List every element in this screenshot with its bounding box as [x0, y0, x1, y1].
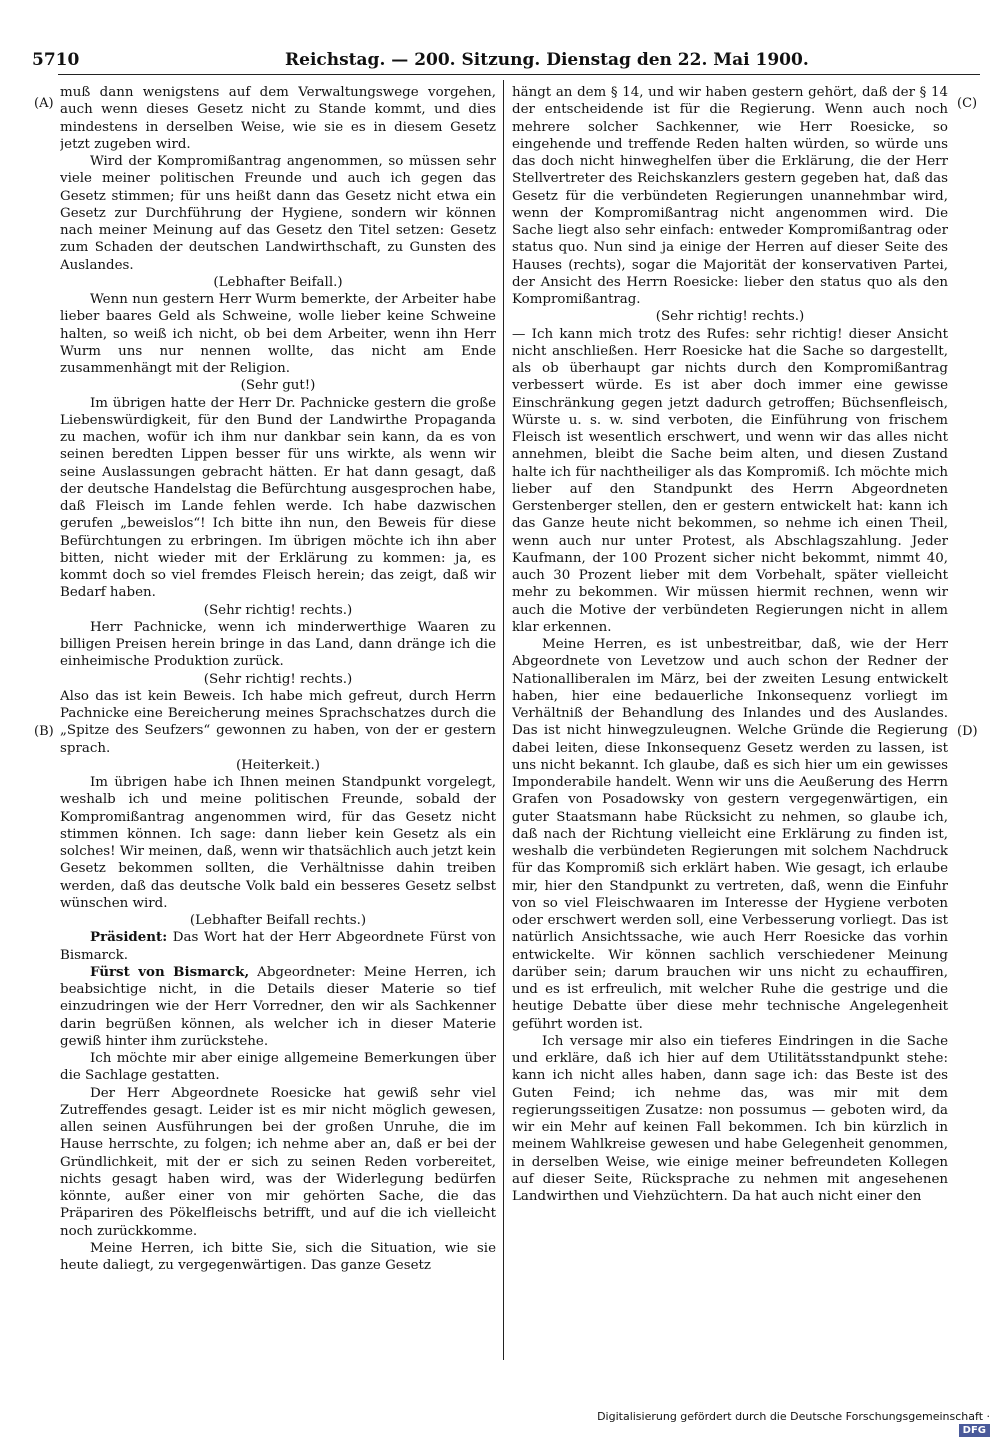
- reaction-note: (Sehr gut!): [240, 378, 316, 394]
- margin-marker-a: (A): [34, 96, 54, 111]
- margin-marker-d: (D): [957, 724, 978, 739]
- speaker-name: Präsident:: [90, 929, 168, 946]
- margin-marker-b: (B): [34, 724, 54, 739]
- body-paragraph: Wenn nun gestern Herr Wurm bemerkte, der Arbeiter habe lieber baares Geld als Schweine, wolle lieber keine Schweine halten, so weiß ich nicht, ob bei dem Arbeiter, wenn ihn Herr Wurm uns nur nennen wollte, das nicht am Ende zusammenhängt mit der Religion.: [60, 292, 496, 376]
- right-column: [512, 84, 948, 1374]
- left-column: [60, 84, 496, 1374]
- speech-text: Das Wort hat der Herr Abgeordnete Fürst von Bismarck.: [60, 930, 496, 963]
- body-paragraph: Wird der Kompromißantrag angenommen, so müssen sehr viele meiner politischen Freunde und auch ich gegen das Gesetz stimmen; für uns heißt dann das Gesetz nicht etwa ein Gesetz zur Durchführung der Hygiene, sondern wir können nach meiner Meinung auf das Gesetz den Titel setzen: Gesetz zum Schaden der deutschen Landwirthschaft, zu Gunsten des Auslandes.: [60, 154, 496, 273]
- dfg-logo: DFG: [959, 1424, 990, 1437]
- body-paragraph: Im übrigen hatte der Herr Dr. Pachnicke gestern die große Liebenswürdigkeit, für den Bund der Landwirthe Propaganda zu machen, wofür ich ihm nur dankbar sein kann, da es von seinen beredten Lippen besser für uns wirkte, als wenn wir seine Auslassungen gebracht hätten. Er hat dann gesagt, daß der deutsche Handelstag die Befürchtung ausgesprochen habe, daß Fleisch im Lande fehlen werde. Ich habe dazwischen gerufen „beweislos“! Ich bitte ihn nun, den Beweis für diese Befürchtungen zu erbringen. Im übrigen möchte ich ihn aber bitten, nicht wieder mit der Erklärung zu kommen: ja, es kommt doch so viel fremdes Fleisch herein; das zeigt, daß wir Bedarf haben.: [60, 395, 496, 601]
- page-header: [0, 0, 1000, 80]
- body-paragraph: Ich versage mir also ein tieferes Eindringen in die Sache und erkläre, daß ich hier auf dem Utilitätsstandpunkt stehe: kann ich nicht alles haben, dann sage ich: das Beste ist des Guten Feind; ich nehme das, was mir mit dem regierungsseitigen Zusatze: non possumus — geboten wird, da wir ein Mehr auf keinen Fall bekommen. Ich bin kürzlich in meinem Wahlkreise gewesen und habe Gelegenheit genommen, in derselben Weise, wie einige meiner befreundeten Kollegen auf dieser Seite, Rücksprache zu nehmen mit angesehenen Landwirthen und Viehzüchtern. Da hat auch nicht einer den: [512, 1033, 948, 1204]
- reaction-note: (Sehr richtig! rechts.): [203, 602, 353, 618]
- page-number: 5710: [32, 50, 80, 70]
- speech-text: Abgeordneter: Meine Herren, ich beabsichtige nicht, in die Details dieser Materie so tief einzudringen wie der Herr Vorredner, den wir als Sachkenner darin begrüßen können, als welcher ich in dieser Materie gewiß hinter ihm zurückstehe.: [60, 964, 496, 1049]
- reaction-note: (Sehr richtig! rechts.): [655, 309, 805, 325]
- body-paragraph: Also das ist kein Beweis. Ich habe mich gefreut, durch Herrn Pachnicke eine Bereicherung meines Sprachschatzes durch die „Spitze des Seufzers“ gewonnen zu haben, von der er gestern sprach.: [60, 688, 496, 756]
- running-head: Reichstag. — 200. Sitzung. Dienstag den 22. Mai 1900.: [285, 50, 809, 70]
- header-rule: [58, 74, 980, 75]
- body-paragraph: Meine Herren, es ist unbestreitbar, daß, wie der Herr Abgeordnete von Levetzow und auch schon der Redner der Nationalliberalen im März, bei der zweiten Lesung entwickelt haben, hier eine bedauerliche Inkonsequenz vorliegt im Verhältniß der Behandlung des Inlandes und des Auslandes. Das ist nicht hinwegzuleugnen. Welche Gründe die Regierung dabei leiten, diese Inkonsequenz Gesetz werden zu lassen, ist uns nicht bekannt. Ich glaube, daß es sich hier um ein gewisses Imponderabile handelt. Wenn wir uns die Aeußerung des Herrn Grafen von Posadowsky von gestern vergegenwärtigen, ein guter Staatsmann habe Rücksicht zu nehmen, so glaube ich, daß nach der Richtung vielleicht eine Erklärung zu finden ist, weshalb die verbündeten Regierungen mit solchem Nachdruck für das Kompromiß sich erklärt haben. Wie gesagt, ich erlaube mir, hier den Standpunkt zu vertreten, daß, wenn die Einfuhr von so viel Fleischwaaren im Interesse der Hygiene verboten oder erschwert werden soll, eine Verbesserung vorliegt. Das ist natürlich Ansichtssache, wie auch Herr Roesicke das vorhin entwickelte. Wir können sachlich verschiedener Meinung darüber sein; darum brauchen wir uns nicht zu echauffiren, und es ist erfreulich, mit welcher Ruhe die gestrige und die heutige Debatte über diese mehr technische Angelegenheit geführt worden ist.: [512, 637, 948, 1032]
- margin-marker-c: (C): [957, 96, 978, 111]
- body-paragraph: Herr Pachnicke, wenn ich minderwerthige Waaren zu billigen Preisen herein bringe in das Land, dann dränge ich die einheimische Produktion zurück.: [60, 619, 496, 670]
- body-paragraph: Ich möchte mir aber einige allgemeine Bemerkungen über die Sachlage gestatten.: [60, 1051, 496, 1084]
- speaker-paragraph: [60, 964, 496, 1050]
- body-paragraph: Der Herr Abgeordnete Roesicke hat gewiß sehr viel Zutreffendes gesagt. Leider ist es mir nicht möglich gewesen, allen seinen Ausführungen bei der großen Unruhe, die im Hause herrschte, zu folgen; ich nehme aber an, daß er bei der Gründlichkeit, mit der er sich zu seinen Reden vorbereitet, nichts gesagt haben wird, was der Widerlegung bedürfen könnte, außer einer von mir gehörten Sache, die das Präpariren des Pökelfleischs betrifft, und auf die ich vielleicht noch zurückkomme.: [60, 1085, 496, 1239]
- speaker-name: Fürst von Bismarck,: [90, 963, 250, 980]
- body-paragraph: — Ich kann mich trotz des Rufes: sehr richtig! dieser Ansicht nicht anschließen. Herr Roesicke hat die Sache so dargestellt, als ob überhaupt gar nichts durch den Kompromißantrag verbessert würde. Es ist aber doch immer eine gewisse Einschränkung gegen jetzt dadurch getroffen; Büchsenfleisch, Würste u. s. w. sind verboten, die Einführung von frischem Fleisch ist wesentlich erschwert, und wenn wir das alles nicht annehmen, bleibt die Sache beim alten, und diesen Zustand halte ich für nachtheiliger als das Kompromiß. Ich möchte mich lieber auf den Standpunkt des Herrn Abgeordneten Gerstenberger stellen, den er gestern entwickelt hat: kann ich das Ganze heute nicht bekommen, so nehme ich einen Theil, wenn auch nur unter Protest, als Abschlagszahlung. Jeder Kaufmann, der 100 Prozent sicher nicht bekommt, nimmt 40, auch 30 Prozent lieber mit dem Vorbehalt, später vielleicht mehr zu bekommen. Wir müssen hiermit rechnen, wenn wir auch die Motive der verbündeten Regierungen nicht in allem klar erkennen.: [512, 326, 948, 635]
- reaction-note: (Lebhafter Beifall.): [213, 274, 343, 290]
- reaction-note: (Heiterkeit.): [236, 757, 320, 773]
- column-divider: [503, 80, 504, 1360]
- reaction-note: (Sehr richtig! rechts.): [203, 671, 353, 687]
- speaker-paragraph: [60, 929, 496, 964]
- reaction-note: (Lebhafter Beifall rechts.): [189, 913, 367, 928]
- body-paragraph: Meine Herren, ich bitte Sie, sich die Situation, wie sie heute daliegt, zu vergegenwärtigen. Das ganze Gesetz: [60, 1240, 496, 1273]
- footer-text: Digitalisierung gefördert durch die Deutsche Forschungsgemeinschaft ·: [597, 1410, 990, 1423]
- footer: [560, 1410, 990, 1436]
- body-paragraph: Im übrigen habe ich Ihnen meinen Standpunkt vorgelegt, weshalb ich und meine politischen Freunde, sobald der Kompromißantrag angenommen wird, für das Gesetz nicht stimmen können. Ich sage: dann lieber kein Gesetz als ein solches! Wir meinen, daß, wenn wir thatsächlich auch jetzt kein Gesetz bekommen sollten, die Verhältnisse dahin treiben werden, daß das deutsche Volk bald ein besseres Gesetz selbst wünschen wird.: [60, 775, 496, 911]
- body-paragraph: hängt an dem § 14, und wir haben gestern gehört, daß der § 14 der entscheidende ist für die Regierung. Wenn auch noch mehrere solcher Sachkenner, wie Herr Roesicke, so eingehende und treffende Reden halten würden, so würde uns das doch nicht hinweghelfen über die Erklärung, die der Herr Stellvertreter des Reichskanzlers gestern gegeben hat, daß das Gesetz für die verbündeten Regierungen unannehmbar wird, wenn der Kompromißantrag nicht angenommen wird. Die Sache liegt also sehr einfach: entweder Kompromißantrag oder status quo. Nun sind ja einige der Herren auf dieser Seite des Hauses (rechts), sogar die Majorität der konservativen Partei, der Ansicht des Herrn Roesicke: lieber den status quo als den Kompromißantrag.: [512, 85, 948, 307]
- body-paragraph: muß dann wenigstens auf dem Verwaltungswege vorgehen, auch wenn dieses Gesetz nicht zu Stande kommt, und dies mindestens in derselben Weise, wie sie es in diesem Gesetz jetzt zugeben wird.: [60, 85, 496, 152]
